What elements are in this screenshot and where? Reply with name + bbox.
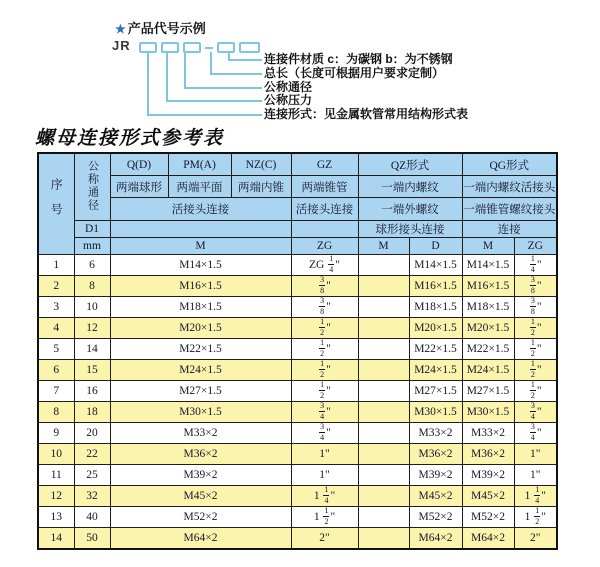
cell-seq: 1 [38, 255, 74, 276]
cell-qz-m [358, 486, 409, 507]
cell-qg-zg: $\frac{3}{4}$ " [514, 423, 557, 444]
cell-dn: 25 [74, 465, 110, 486]
code-prefix: JR [112, 38, 131, 53]
cell-qz-m [358, 465, 409, 486]
table-row [38, 255, 557, 276]
cell-qg-zg: $\frac{1}{2}$ " [514, 360, 557, 381]
header-live-joint: 活接头连接 [110, 198, 291, 221]
cell-qz-d: M18×1.5 [409, 297, 462, 318]
connector-line-connection [147, 52, 262, 116]
cell-m: M39×2 [110, 465, 291, 486]
table-row [38, 360, 557, 381]
header-q: Q(D) [110, 153, 168, 176]
table-row [38, 381, 557, 402]
cell-qg-m: M14×1.5 [462, 255, 514, 276]
cell-qg-zg: $\frac{1}{2}$ " [514, 339, 557, 360]
cell-qz-m [358, 297, 409, 318]
cell-m: M20×1.5 [110, 318, 291, 339]
cell-dn: 32 [74, 486, 110, 507]
cell-qg-zg: 1 $\frac{1}{2}$ " [514, 507, 557, 528]
code-label-connection: 连接形式：见金属软管常用结构形式表 [264, 107, 469, 121]
header-pm-sub: 两端平面 [168, 176, 231, 198]
product-code-example-text: 产品代号示例 [127, 21, 206, 36]
header-row-4 [38, 221, 557, 238]
cell-qg-zg: 1" [514, 444, 557, 465]
cell-qg-m: M36×2 [462, 444, 514, 465]
table-header [38, 153, 557, 255]
cell-qg-m: M16×1.5 [462, 276, 514, 297]
cell-m: M52×2 [110, 507, 291, 528]
cell-qg-zg: 1 $\frac{1}{4}$ " [514, 486, 557, 507]
product-code-example-title [115, 18, 206, 37]
cell-qg-m: M18×1.5 [462, 297, 514, 318]
nut-connection-reference-table [37, 152, 558, 550]
table-row [38, 423, 557, 444]
cell-gz: $\frac{1}{2}$ " [291, 318, 358, 339]
code-label-diameter: 公称通径 [264, 80, 313, 94]
cell-qg-zg: $\frac{3}{4}$ " [514, 402, 557, 423]
table-title: 螺母连接形式参考表 [35, 127, 225, 149]
cell-qg-m: M64×2 [462, 528, 514, 550]
cell-qg-m: M24×1.5 [462, 360, 514, 381]
cell-dn: 6 [74, 255, 110, 276]
header-qz-r4: 球形接头连接 [358, 221, 462, 238]
cell-dn: 50 [74, 528, 110, 550]
table-row [38, 402, 557, 423]
table-row [38, 276, 557, 297]
cell-qz-d: M45×2 [409, 486, 462, 507]
cell-qz-d: M33×2 [409, 423, 462, 444]
header-gz-sub: 两端锥管 [291, 176, 358, 198]
table-row [38, 465, 557, 486]
cell-gz: 1 $\frac{1}{2}$ " [291, 507, 358, 528]
table-row [38, 528, 557, 550]
header-qg-zg: ZG [514, 238, 557, 255]
cell-seq: 8 [38, 402, 74, 423]
cell-qg-zg: 2" [514, 528, 557, 550]
table-row [38, 507, 557, 528]
cell-dn: 22 [74, 444, 110, 465]
cell-seq: 14 [38, 528, 74, 550]
header-qg: QG形式 [462, 153, 557, 176]
header-qg-sub: 一端内螺纹活接头 [462, 176, 557, 198]
cell-qg-zg: $\frac{3}{8}$ " [514, 297, 557, 318]
code-label-length: 总长（长度可根据用户要求定制） [264, 66, 445, 80]
cell-m: M24×1.5 [110, 360, 291, 381]
header-blank-gz [291, 221, 358, 238]
cell-gz: $\frac{1}{2}$ " [291, 360, 358, 381]
cell-qz-m [358, 255, 409, 276]
cell-seq: 12 [38, 486, 74, 507]
cell-qz-m [358, 528, 409, 550]
cell-m: M16×1.5 [110, 276, 291, 297]
header-nz-sub: 两端内锥 [231, 176, 291, 198]
cell-gz: $\frac{3}{4}$ " [291, 423, 358, 444]
header-gz-live-joint: 活接头连接 [291, 198, 358, 221]
cell-gz: 1 $\frac{1}{4}$ " [291, 486, 358, 507]
cell-qz-m [358, 318, 409, 339]
cell-qz-m [358, 381, 409, 402]
cell-qz-d: M24×1.5 [409, 360, 462, 381]
table-body [38, 255, 557, 550]
cell-gz: ZG $\frac{1}{4}$ " [291, 255, 358, 276]
cell-qg-zg: $\frac{1}{2}$ " [514, 318, 557, 339]
table-row [38, 486, 557, 507]
cell-seq: 9 [38, 423, 74, 444]
cell-qz-d: M39×2 [409, 465, 462, 486]
cell-gz: 1" [291, 465, 358, 486]
cell-qg-m: M45×2 [462, 486, 514, 507]
cell-gz: 2" [291, 528, 358, 550]
cell-qg-zg: 1" [514, 465, 557, 486]
header-row-5 [38, 238, 557, 255]
cell-qz-d: M22×1.5 [409, 339, 462, 360]
cell-gz: $\frac{3}{4}$ " [291, 402, 358, 423]
star-icon: ★ [115, 22, 126, 36]
cell-dn: 18 [74, 402, 110, 423]
cell-qz-m [358, 339, 409, 360]
cell-qz-m [358, 444, 409, 465]
header-pm: PM(A) [168, 153, 231, 176]
header-row-2 [38, 176, 557, 198]
cell-qz-d: M20×1.5 [409, 318, 462, 339]
cell-m: M14×1.5 [110, 255, 291, 276]
cell-qz-d: M30×1.5 [409, 402, 462, 423]
cell-qz-m [358, 360, 409, 381]
cell-dn: 8 [74, 276, 110, 297]
cell-seq: 7 [38, 381, 74, 402]
cell-qz-m [358, 402, 409, 423]
cell-qg-m: M52×2 [462, 507, 514, 528]
cell-qg-m: M20×1.5 [462, 318, 514, 339]
cell-seq: 6 [38, 360, 74, 381]
header-row-1 [38, 153, 557, 176]
cell-dn: 15 [74, 360, 110, 381]
code-dash [205, 47, 213, 49]
cell-seq: 10 [38, 444, 74, 465]
header-zg: ZG [291, 238, 358, 255]
header-qz-m: M [358, 238, 409, 255]
header-dn-label: 公称通径 [86, 159, 99, 212]
code-label-pressure: 公称压力 [264, 93, 313, 107]
header-qg-r4: 连接 [462, 221, 557, 238]
header-gz: GZ [291, 153, 358, 176]
cell-qz-d: M14×1.5 [409, 255, 462, 276]
table-row [38, 297, 557, 318]
cell-gz: $\frac{3}{8}$ " [291, 297, 358, 318]
table-row [38, 318, 557, 339]
cell-qg-m: M33×2 [462, 423, 514, 444]
header-mm: mm [74, 238, 110, 255]
cell-seq: 3 [38, 297, 74, 318]
cell-m: M45×2 [110, 486, 291, 507]
header-nz: NZ(C) [231, 153, 291, 176]
header-dn [74, 153, 110, 221]
cell-seq: 5 [38, 339, 74, 360]
cell-m: M36×2 [110, 444, 291, 465]
cell-m: M64×2 [110, 528, 291, 550]
cell-m: M18×1.5 [110, 297, 291, 318]
cell-dn: 10 [74, 297, 110, 318]
cell-qg-m: M22×1.5 [462, 339, 514, 360]
header-qz-d: D [409, 238, 462, 255]
cell-gz: $\frac{1}{2}$ " [291, 339, 358, 360]
header-d1: D1 [74, 221, 110, 238]
cell-m: M27×1.5 [110, 381, 291, 402]
cell-qz-d: M16×1.5 [409, 276, 462, 297]
cell-gz: $\frac{3}{8}$ " [291, 276, 358, 297]
cell-dn: 14 [74, 339, 110, 360]
header-q-sub: 两端球形 [110, 176, 168, 198]
cell-seq: 11 [38, 465, 74, 486]
header-blank-left [110, 221, 291, 238]
cell-gz: 1" [291, 444, 358, 465]
header-seq-label: 序号 [49, 177, 64, 228]
cell-gz: $\frac{1}{2}$ " [291, 381, 358, 402]
cell-seq: 2 [38, 276, 74, 297]
header-row-3 [38, 198, 557, 221]
cell-qz-d: M64×2 [409, 528, 462, 550]
cell-m: M33×2 [110, 423, 291, 444]
cell-qz-d: M36×2 [409, 444, 462, 465]
cell-qz-m [358, 276, 409, 297]
header-qz-sub: 一端内螺纹 [358, 176, 462, 198]
cell-seq: 13 [38, 507, 74, 528]
cell-qz-d: M52×2 [409, 507, 462, 528]
header-qg-r3: 一端锥管螺纹接头 [462, 198, 557, 221]
cell-m: M30×1.5 [110, 402, 291, 423]
table-row [38, 444, 557, 465]
cell-seq: 4 [38, 318, 74, 339]
cell-qg-m: M30×1.5 [462, 402, 514, 423]
cell-qz-m [358, 423, 409, 444]
cell-qg-m: M27×1.5 [462, 381, 514, 402]
cell-qz-m [358, 507, 409, 528]
cell-qg-zg: $\frac{1}{4}$ " [514, 255, 557, 276]
code-label-material: 连接件材质 c：为碳钢 b：为不锈钢 [264, 52, 453, 66]
header-seq [38, 153, 74, 255]
cell-qg-m: M39×2 [462, 465, 514, 486]
cell-dn: 20 [74, 423, 110, 444]
cell-m: M22×1.5 [110, 339, 291, 360]
cell-dn: 40 [74, 507, 110, 528]
cell-dn: 16 [74, 381, 110, 402]
cell-qz-d: M27×1.5 [409, 381, 462, 402]
cell-qg-zg: $\frac{3}{8}$ " [514, 276, 557, 297]
header-qz-r3: 一端外螺纹 [358, 198, 462, 221]
table-row [38, 339, 557, 360]
header-qg-m: M [462, 238, 514, 255]
header-m: M [110, 238, 291, 255]
header-qz: QZ形式 [358, 153, 462, 176]
cell-qg-zg: $\frac{1}{2}$ " [514, 381, 557, 402]
cell-dn: 12 [74, 318, 110, 339]
